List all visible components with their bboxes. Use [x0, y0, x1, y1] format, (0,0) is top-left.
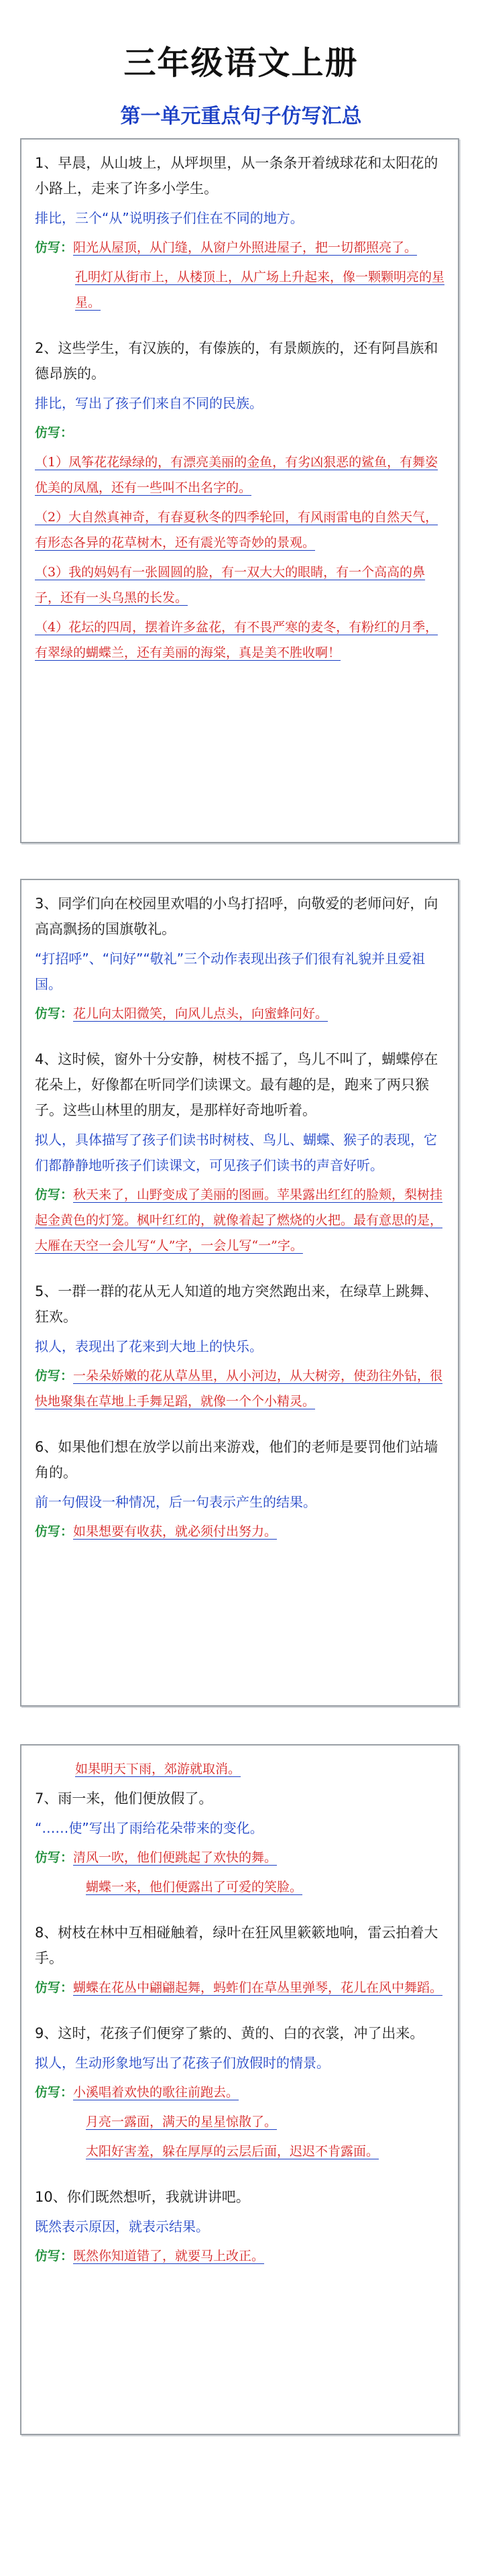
imitation-text: （3）我的妈妈有一张圆圆的脸，有一双大大的眼睛，有一个高高的鼻子，还有一头乌黑的长发。: [35, 565, 426, 605]
imitation-tag: 仿写：: [35, 1980, 74, 1995]
item-4: [35, 1046, 446, 1258]
question-text: 9、这时，花孩子们便穿了紫的、黄的、白的衣裳，冲了出来。: [35, 2025, 424, 2041]
page-title: 三年级语文上册: [123, 44, 359, 82]
imitation-text: 一朵朵娇嫩的花从草丛里，从小河边，从大树旁，使劲往外钻，很快地聚集在草地上手舞足蹈，就像一个个小精灵。: [35, 1368, 443, 1409]
imitation-text: （4）花坛的四周，摆着许多盆花，有不畏严寒的麦冬，有粉红的月季，有翠绿的蝴蝶兰，还有美丽的海棠，真是美不胜收啊！: [35, 620, 438, 660]
imitation-text: 月亮一露面，满天的星星惊散了。: [86, 2114, 278, 2129]
imitation-tag: 仿写：: [35, 1187, 74, 1202]
analysis-text: 拟人，具体描写了孩子们读书时树枝、鸟儿、蝴蝶、猴子的表现，它们都静静地听孩子们读课文，可见孩子们读书的声音好听。: [35, 1132, 437, 1173]
imitation-text: 孔明灯从街市上，从楼顶上，从广场上升起来，像一颗颗明亮的星星。: [75, 270, 445, 310]
item-3: [35, 891, 446, 1026]
imitation-text: 蝴蝶一来，他们便露出了可爱的笑脸。: [86, 1880, 303, 1894]
item-8: [35, 1920, 446, 2000]
analysis-text: “打招呼”、“问好”“敬礼”三个动作表现出孩子们很有礼貌并且爱祖国。: [35, 951, 426, 992]
analysis-text: 前一句假设一种情况，后一句表示产生的结果。: [35, 1494, 316, 1510]
page-subtitle: 第一单元重点句子仿写汇总: [120, 105, 362, 128]
imitation-tag: 仿写：: [35, 1368, 74, 1383]
item-6: [35, 1434, 446, 1544]
analysis-text: 既然表示原因，就表示结果。: [35, 2218, 209, 2235]
item-2: [35, 335, 446, 665]
question-text: 8、树枝在林中互相碰触着，绿叶在狂风里簌簌地响，雷云拍着大手。: [35, 1925, 438, 1966]
analysis-text: 拟人，表现出了花来到大地上的快乐。: [35, 1338, 263, 1354]
imitation-tag: 仿写：: [35, 2085, 74, 2100]
imitation-text: （1）凤筝花花绿绿的，有漂亮美丽的金鱼，有劣凶狠恶的鲨鱼，有舞姿优美的凤凰，还有一些叫不出名字的。: [35, 455, 438, 495]
question-text: 1、早晨，从山坡上，从坪坝里，从一条条开着绒球花和太阳花的小路上，走来了许多小学生。: [35, 155, 438, 197]
question-text: 5、一群一群的花从无人知道的地方突然跑出来，在绿草上跳舞、狂欢。: [35, 1283, 438, 1325]
question-text: 6、如果他们想在放学以前出来游戏，他们的老师是要罚他们站墙角的。: [35, 1439, 438, 1481]
item-10: [35, 2184, 446, 2269]
item-9: [35, 2021, 446, 2164]
imitation-text: 秋天来了，山野变成了美丽的图画。苹果露出红红的脸颊，梨树挂起金黄色的灯笼。枫叶红红的，就像着起了燃烧的火把。最有意思的是，大雁在天空一会儿写“人”字，一会儿写“一”字。: [35, 1187, 443, 1253]
question-text: 3、同学们向在校园里欢唱的小鸟打招呼，向敬爱的老师问好，向高高飘扬的国旗敬礼。: [35, 896, 438, 937]
analysis-text: 排比，三个“从”说明孩子们住在不同的地方。: [35, 210, 304, 226]
imitation-text: 阳光从屋顶，从门缝，从窗户外照进屋子，把一切都照亮了。: [73, 240, 418, 255]
imitation-text: 花儿向太阳微笑，向风儿点头，向蜜蜂问好。: [73, 1006, 328, 1021]
imitation-tag: 仿写：: [35, 240, 74, 255]
imitation-text: 清风一吹，他们便跳起了欢快的舞。: [73, 1850, 278, 1865]
item-7: [35, 1786, 446, 1900]
imitation-text: 既然你知道错了，就要马上改正。: [73, 2249, 265, 2263]
imitation-text: 如果明天下雨，郊游就取消。: [75, 1762, 241, 1776]
analysis-text: “……使”写出了雨给花朵带来的变化。: [35, 1820, 263, 1836]
imitation-tag: 仿写：: [35, 1006, 74, 1021]
card-section-2: [20, 879, 459, 1707]
card-section-3: [20, 1744, 459, 2435]
analysis-text: 排比，写出了孩子们来自不同的民族。: [35, 395, 263, 411]
question-text: 10、你们既然想听，我就讲讲吧。: [35, 2189, 250, 2205]
question-text: 2、这些学生，有汉族的，有傣族的，有景颇族的，还有阿昌族和德昂族的。: [35, 340, 438, 382]
card-section-1: [20, 138, 459, 843]
imitation-text: 太阳好害羞，躲在厚厚的云层后面，迟迟不肯露面。: [86, 2144, 379, 2159]
imitation-tag: 仿写：: [35, 1850, 74, 1865]
imitation-tag: 仿写：: [35, 2249, 74, 2263]
imitation-text: 小溪唱着欢快的歌往前跑去。: [73, 2085, 239, 2100]
item-6-continued: [35, 1756, 446, 1782]
imitation-tag: 仿写：: [35, 425, 74, 440]
imitation-text: （2）大自然真神奇，有春夏秋冬的四季轮回，有风雨雷电的自然天气，有形态各异的花草树木，还有震光等奇妙的景观。: [35, 510, 438, 550]
item-1: [35, 150, 446, 315]
imitation-tag: 仿写：: [35, 1524, 74, 1539]
imitation-text: 如果想要有收获，就必须付出努力。: [73, 1524, 278, 1539]
question-text: 4、这时候，窗外十分安静，树枝不摇了，鸟儿不叫了，蝴蝶停在花朵上，好像都在听同学们读课文。最有趣的是，跑来了两只猴子。这些山林里的朋友，是那样好奇地听着。: [35, 1051, 438, 1118]
analysis-text: 拟人，生动形象地写出了花孩子们放假时的情景。: [35, 2055, 330, 2071]
question-text: 7、雨一来，他们便放假了。: [35, 1790, 213, 1807]
item-5: [35, 1279, 446, 1414]
imitation-text: 蝴蝶在花丛中翩翩起舞，蚂蚱们在草丛里弹琴，花儿在风中舞蹈。: [73, 1980, 443, 1995]
